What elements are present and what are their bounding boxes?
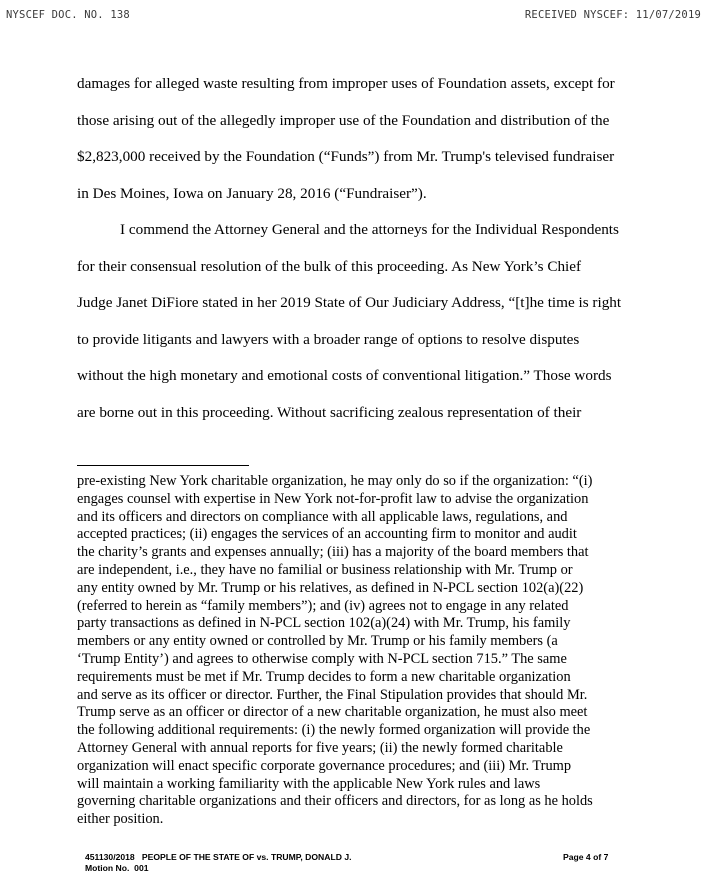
paragraph-1 [77,66,637,212]
footnote-line: (referred to herein as “family members”); and (iv) agrees not to engage in any related [77,597,569,614]
footnote-line: members or any entity owned or controlled by Mr. Trump or his family members (a [77,633,558,650]
body-line: to provide litigants and lawyers with a broader range of options to resolve disputes [77,330,580,348]
footnote-line: will maintain a working familiarity with the applicable New York rules and laws [77,775,541,792]
footnote-line: party transactions as defined in N-PCL section 102(a)(24) with Mr. Trump, his family [77,615,571,632]
footnote-line: governing charitable organizations and their officers and directors, for as long as he holds [77,793,593,810]
body-line: without the high monetary and emotional costs of conventional litigation.” Those words [77,367,612,384]
footnote-line: any entity owned by Mr. Trump or his relatives, as defined in N-PCL section 102(a)(22) [77,579,584,596]
body-line: are borne out in this proceeding. Without sacrificing zealous representation of their [77,403,582,421]
footnote-line: Trump serve as an officer or director of a new charitable organization, he must also meet [77,704,588,721]
footnote-line: pre-existing New York charitable organization, he may only do so if the organization: “(i) [77,473,593,489]
footnote-separator [77,465,249,466]
footnote-line: Attorney General with annual reports for five years; (ii) the newly formed charitable [77,739,563,756]
footnote-line: and its officers and directors on compliance with all applicable laws, regulations, and [77,508,568,525]
footnote-line: the following additional requirements: (i) the newly formed organization will provide the [77,722,591,739]
paragraph-2 [77,212,637,431]
footnote-line: engages counsel with expertise in New York not-for-profit law to advise the organization [77,490,589,507]
received-date: RECEIVED NYSCEF: 11/07/2019 [524,9,701,21]
footer-case-info [85,852,351,874]
footnote-line: accepted practices; (ii) engages the services of an accounting firm to monitor and audit [77,526,577,543]
body-line: Judge Janet DiFiore stated in her 2019 State of Our Judiciary Address, “[t]he time is right [77,294,622,311]
body-line: for their consensual resolution of the bulk of this proceeding. As New York’s Chief [77,257,582,275]
body-line: those arising out of the allegedly improper use of the Foundation and distribution of the [77,111,610,129]
footnote-line: requirements must be met if Mr. Trump decides to form a new charitable organization [77,668,571,685]
footnote-line: organization will enact specific corporate governance procedures; and (iii) Mr. Trump [77,757,572,774]
footnote [77,473,647,829]
footer-case-line: 451130/2018 PEOPLE OF THE STATE OF vs. TRUMP, DONALD J. [85,852,352,862]
footnote-line: either position. [77,811,164,828]
footnote-line: the charity’s grants and expenses annually; (iii) has a majority of the board members that [77,544,589,561]
footnote-line: ‘Trump Entity’) and agrees to otherwise comply with N-PCL section 715.” The same [77,650,567,667]
footer-motion-line: Motion No. 001 [85,863,149,873]
body-line: $2,823,000 received by the Foundation (“Funds”) from Mr. Trump's televised fundraiser [77,148,615,165]
body-line: I commend the Attorney General and the attorneys for the Individual Respondents [120,221,619,238]
body-line: in Des Moines, Iowa on January 28, 2016 (“Fundraiser”). [77,184,427,202]
nyscef-doc-number: NYSCEF DOC. NO. 138 [6,9,130,21]
footnote-line: and serve as its officer or director. Further, the Final Stipulation provides that should Mr. [77,686,588,703]
page-number: Page 4 of 7 [563,852,609,862]
footnote-line: are independent, i.e., they have no familial or business relationship with Mr. Trump or [77,561,573,578]
body-line: damages for alleged waste resulting from improper uses of Foundation assets, except for [77,75,615,92]
